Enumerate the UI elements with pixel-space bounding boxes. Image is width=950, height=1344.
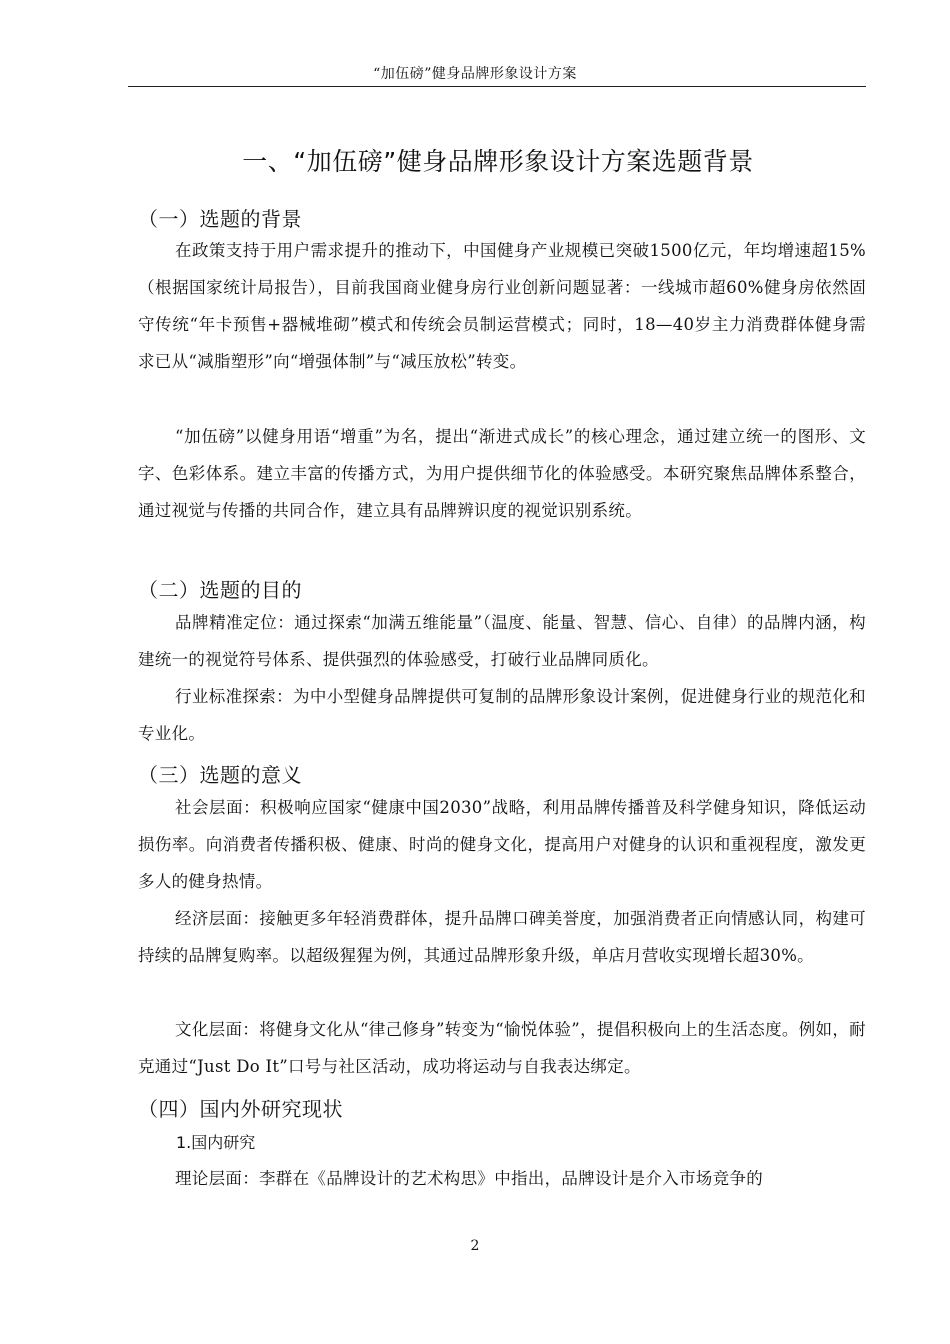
paragraph-significance-social: 社会层面：积极响应国家“健康中国2030”战略，利用品牌传播普及科学健身知识，降低运动损伤率。向消费者传播积极、健康、时尚的健身文化，提高用户对健身的认识和重视程度，激发更多人的健身热情。 bbox=[138, 798, 866, 891]
paragraph-purpose-2: 行业标准探索：为中小型健身品牌提供可复制的品牌形象设计案例，促进健身行业的规范化和专业化。 bbox=[138, 687, 866, 743]
paragraph-significance-cultural: 文化层面：将健身文化从“律己修身”转变为“愉悦体验”，提倡积极向上的生活态度。例如，耐克通过“Just Do It”口号与社区活动，成功将运动与自我表达绑定。 bbox=[138, 1020, 866, 1076]
paragraph-background-1: 在政策支持于用户需求提升的推动下，中国健身产业规模已突破1500亿元，年均增速超15%（根据国家统计局报告），目前我国商业健身房行业创新问题显著：一线城市超60%健身房依然固守传统“年卡预售+器械堆砌”模式和传统会员制运营模式；同时，18—40岁主力消费群体健身需求已从“减脂塑形”向“增强体制”与“减压放松”转变。 bbox=[138, 241, 866, 371]
paragraph-domestic-theory: 理论层面：李群在《品牌设计的艺术构思》中指出，品牌设计是介入市场竞争的 bbox=[175, 1169, 763, 1188]
page-title: 一、“加伍磅”健身品牌形象设计方案选题背景 bbox=[242, 147, 754, 176]
paragraph-purpose-1: 品牌精准定位：通过探索“加满五维能量”（温度、能量、智慧、信心、自律）的品牌内涵，构建统一的视觉符号体系、提供强烈的体验感受，打破行业品牌同质化。 bbox=[138, 613, 866, 669]
section-heading-significance: （三）选题的意义 bbox=[138, 763, 302, 787]
section-heading-background: （一）选题的背景 bbox=[138, 207, 302, 231]
running-header: “加伍磅”健身品牌形象设计方案 bbox=[373, 66, 577, 82]
section-heading-purpose: （二）选题的目的 bbox=[138, 578, 302, 602]
page-number: 2 bbox=[470, 1238, 480, 1254]
paragraph-background-2: “加伍磅”以健身用语“增重”为名，提出“渐进式成长”的核心理念，通过建立统一的图形、文字、色彩体系。建立丰富的传播方式，为用户提供细节化的体验感受。本研究聚焦品牌体系整合，通过视觉与传播的共同合作，建立具有品牌辨识度的视觉识别系统。 bbox=[138, 427, 866, 520]
section-heading-research-status: （四）国内外研究现状 bbox=[138, 1097, 343, 1121]
header-divider bbox=[128, 86, 866, 87]
subsection-heading-domestic: 1.国内研究 bbox=[176, 1133, 256, 1152]
paragraph-significance-economic: 经济层面：接触更多年轻消费群体，提升品牌口碑美誉度，加强消费者正向情感认同，构建可持续的品牌复购率。以超级猩猩为例，其通过品牌形象升级，单店月营收实现增长超30%。 bbox=[138, 909, 866, 965]
